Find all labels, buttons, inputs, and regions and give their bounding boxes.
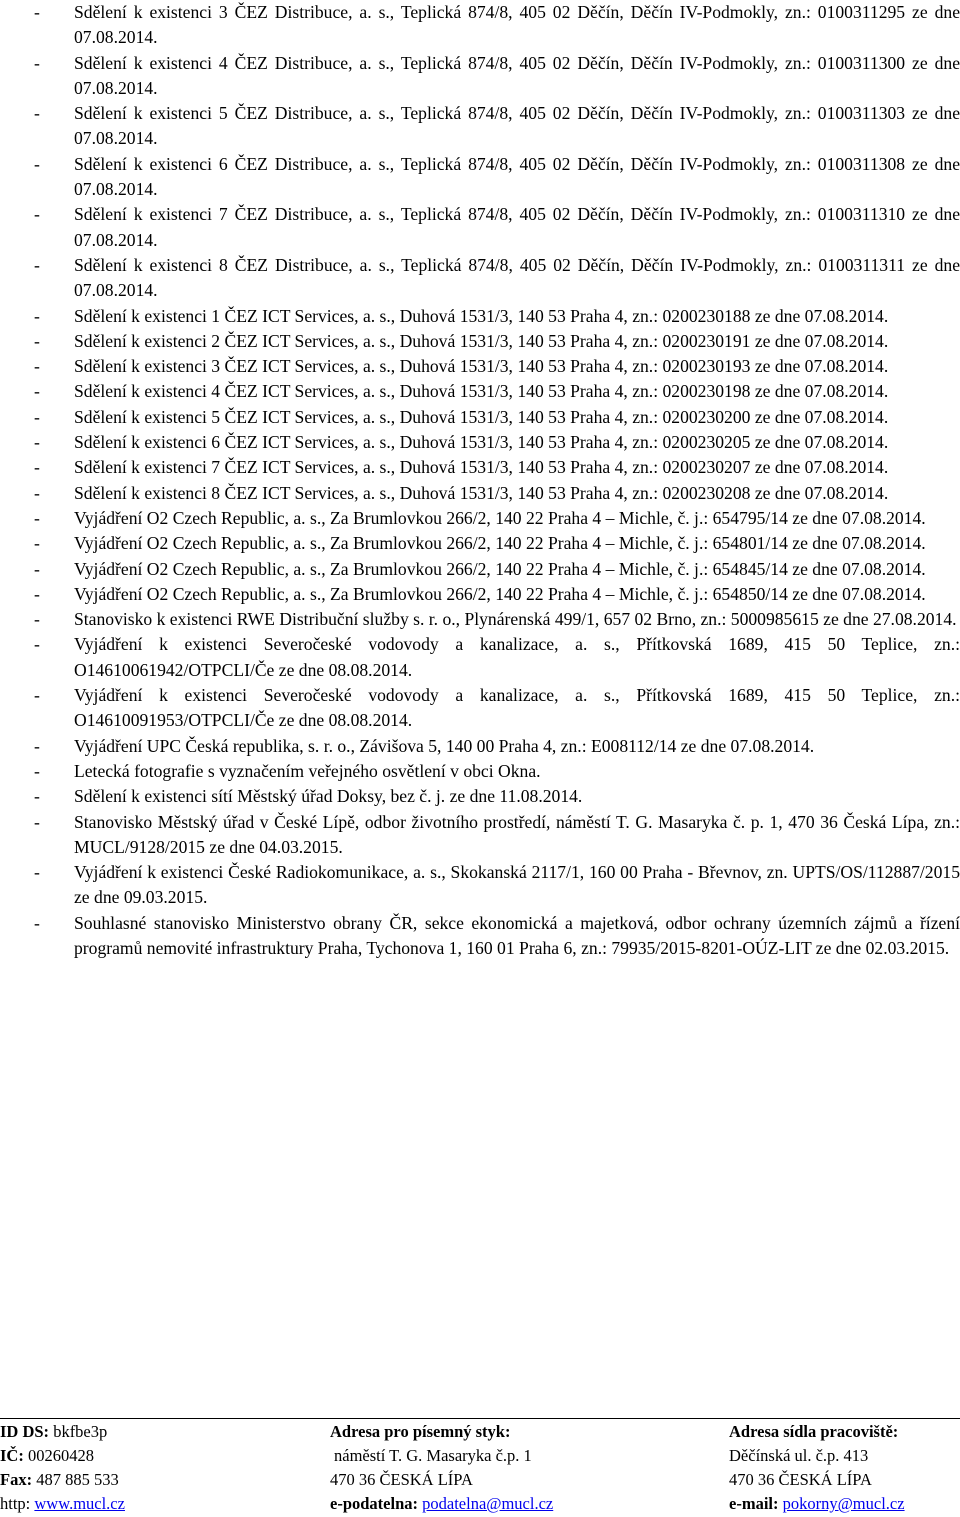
list-item-text: Vyjádření O2 Czech Republic, a. s., Za Brumlovkou 266/2, 140 22 Praha 4 – Michle, č. j.: 654850/14 ze dne 07.08.2014. bbox=[74, 583, 926, 604]
list-item bbox=[34, 607, 960, 632]
bullet-dash: - bbox=[34, 634, 40, 655]
list-item-text: Sdělení k existenci 6 ČEZ Distribuce, a. s., Teplická 874/8, 405 02 Děčín, Děčín IV-Podmokly, zn.: 0100311308 ze dne 07.08.2014. bbox=[74, 153, 960, 200]
email-link[interactable]: pokorny@mucl.cz bbox=[782, 1494, 905, 1513]
list-item bbox=[34, 455, 960, 480]
ic-label: IČ: bbox=[0, 1446, 24, 1465]
list-item bbox=[34, 481, 960, 506]
postal-line-2: 470 36 ČESKÁ LÍPA bbox=[330, 1470, 473, 1489]
list-item-text: Stanovisko Městský úřad v České Lípě, odbor životního prostředí, náměstí T. G. Masaryka č. p. 1, 470 36 Česká Lípa, zn.: MUCL/9128/2015 ze dne 04.03.2015. bbox=[74, 811, 960, 857]
list-item-text: Sdělení k existenci 5 ČEZ ICT Services, a. s., Duhová 1531/3, 140 53 Praha 4, zn.: 0200230200 ze dne 07.08.2014. bbox=[74, 406, 889, 427]
list-item-text: Sdělení k existenci 3 ČEZ ICT Services, a. s., Duhová 1531/3, 140 53 Praha 4, zn.: 0200230193 ze dne 07.08.2014. bbox=[74, 356, 889, 377]
ids-label: ID DS: bbox=[0, 1422, 50, 1441]
footer-identifiers bbox=[0, 1420, 125, 1516]
list-item-text: Souhlasné stanovisko Ministerstvo obrany ČR, sekce ekonomická a majetková, odbor ochrany územních zájmů a řízení programů nemovité infrastruktury Praha, Tychonova 1, 160 01 Praha 6, zn.: 79935/2015-8201-OÚZ-LIT ze dne 02.03.2015. bbox=[74, 912, 960, 958]
ids-value: bkfbe3p bbox=[53, 1422, 108, 1441]
bullet-dash: - bbox=[34, 330, 40, 351]
list-item bbox=[34, 911, 960, 962]
bullet-dash: - bbox=[34, 786, 40, 807]
epodatelna-link[interactable]: podatelna@mucl.cz bbox=[422, 1494, 554, 1513]
postal-heading: Adresa pro písemný styk: bbox=[330, 1422, 511, 1441]
list-item-text: Vyjádření k existenci Severočeské vodovody a kanalizace, a. s., Přítkovská 1689, 415 50 Teplice, zn.: O14610091953/OTPCLI/Če ze dne 08.08.2014. bbox=[74, 685, 960, 731]
list-item bbox=[34, 784, 960, 809]
list-item bbox=[34, 531, 960, 556]
list-item-text: Sdělení k existenci 8 ČEZ Distribuce, a. s., Teplická 874/8, 405 02 Děčín, Děčín IV-Podmokly, zn.: 0100311311 ze dne 07.08.2014. bbox=[74, 254, 960, 301]
bullet-dash: - bbox=[34, 153, 40, 174]
list-item bbox=[34, 354, 960, 379]
bullet-dash: - bbox=[34, 507, 40, 528]
list-item bbox=[34, 51, 960, 102]
website-link[interactable]: www.mucl.cz bbox=[34, 1494, 125, 1513]
list-item bbox=[34, 202, 960, 253]
list-item bbox=[34, 582, 960, 607]
list-item-text: Sdělení k existenci 3 ČEZ Distribuce, a. s., Teplická 874/8, 405 02 Děčín, Děčín IV-Podmokly, zn.: 0100311295 ze dne 07.08.2014. bbox=[74, 2, 960, 48]
bullet-dash: - bbox=[34, 381, 40, 402]
bullet-dash: - bbox=[34, 862, 40, 883]
list-item-text: Sdělení k existenci 1 ČEZ ICT Services, a. s., Duhová 1531/3, 140 53 Praha 4, zn.: 0200230188 ze dne 07.08.2014. bbox=[74, 305, 889, 326]
list-item bbox=[34, 632, 960, 683]
list-item bbox=[34, 683, 960, 734]
bullet-dash: - bbox=[34, 760, 40, 781]
bullet-dash: - bbox=[34, 811, 40, 832]
list-item bbox=[34, 506, 960, 531]
list-item-text: Stanovisko k existenci RWE Distribuční služby s. r. o., Plynárenská 499/1, 657 02 Brno, zn.: 5000985615 ze dne 27.08.2014. bbox=[74, 609, 957, 630]
office-heading: Adresa sídla pracoviště: bbox=[729, 1422, 899, 1441]
list-item bbox=[34, 810, 960, 861]
office-line-2: 470 36 ČESKÁ LÍPA bbox=[729, 1470, 872, 1489]
list-item-text: Sdělení k existenci 7 ČEZ Distribuce, a. s., Teplická 874/8, 405 02 Děčín, Děčín IV-Podmokly, zn.: 0100311310 ze dne 07.08.2014. bbox=[74, 204, 960, 250]
bullet-dash: - bbox=[34, 735, 40, 756]
list-item-text: Vyjádření k existenci České Radiokomunikace, a. s., Skokanská 2117/1, 160 00 Praha - Břevnov, zn. UPTS/OS/112887/2015 ze dne 09.03.2015. bbox=[74, 862, 960, 908]
fax-value: 487 885 533 bbox=[36, 1470, 119, 1489]
list-item bbox=[34, 0, 960, 51]
bullet-dash: - bbox=[34, 912, 40, 933]
bullet-dash: - bbox=[34, 457, 40, 478]
list-item-text: Sdělení k existenci 2 ČEZ ICT Services, a. s., Duhová 1531/3, 140 53 Praha 4, zn.: 0200230191 ze dne 07.08.2014. bbox=[74, 330, 889, 351]
list-item-text: Sdělení k existenci sítí Městský úřad Doksy, bez č. j. ze dne 11.08.2014. bbox=[74, 786, 583, 807]
bullet-dash: - bbox=[34, 558, 40, 579]
page-footer bbox=[0, 1418, 960, 1517]
bullet-dash: - bbox=[34, 356, 40, 377]
ic-value: 00260428 bbox=[27, 1446, 94, 1465]
footer-postal-address bbox=[330, 1420, 553, 1516]
list-item-text: Sdělení k existenci 4 ČEZ ICT Services, a. s., Duhová 1531/3, 140 53 Praha 4, zn.: 0200230198 ze dne 07.08.2014. bbox=[74, 381, 889, 402]
list-item bbox=[34, 557, 960, 582]
list-item-text: Sdělení k existenci 8 ČEZ ICT Services, a. s., Duhová 1531/3, 140 53 Praha 4, zn.: 0200230208 ze dne 07.08.2014. bbox=[74, 482, 889, 503]
list-item-text: Sdělení k existenci 7 ČEZ ICT Services, a. s., Duhová 1531/3, 140 53 Praha 4, zn.: 0200230207 ze dne 07.08.2014. bbox=[74, 457, 889, 478]
http-label: http: bbox=[0, 1494, 31, 1513]
list-item bbox=[34, 430, 960, 455]
list-item-text: Vyjádření UPC Česká republika, s. r. o., Závišova 5, 140 00 Praha 4, zn.: E008112/14 ze dne 07.08.2014. bbox=[74, 735, 815, 756]
bullet-dash: - bbox=[34, 103, 40, 124]
list-item bbox=[34, 253, 960, 304]
document-list bbox=[34, 0, 960, 961]
fax-label: Fax: bbox=[0, 1470, 33, 1489]
postal-line-1: náměstí T. G. Masaryka č.p. 1 bbox=[334, 1446, 532, 1465]
bullet-dash: - bbox=[34, 432, 40, 453]
list-item bbox=[34, 329, 960, 354]
list-item bbox=[34, 405, 960, 430]
list-item bbox=[34, 734, 960, 759]
list-item-text: Vyjádření k existenci Severočeské vodovody a kanalizace, a. s., Přítkovská 1689, 415 50 Teplice, zn.: O14610061942/OTPCLI/Če ze dne 08.08.2014. bbox=[74, 634, 960, 680]
office-line-1: Děčínská ul. č.p. 413 bbox=[729, 1446, 869, 1465]
bullet-dash: - bbox=[34, 609, 40, 630]
bullet-dash: - bbox=[34, 406, 40, 427]
epodatelna-label: e-podatelna: bbox=[330, 1494, 418, 1513]
bullet-dash: - bbox=[34, 583, 40, 604]
bullet-dash: - bbox=[34, 52, 40, 73]
list-item bbox=[34, 860, 960, 911]
list-item bbox=[34, 759, 960, 784]
bullet-dash: - bbox=[34, 305, 40, 326]
list-item-text: Vyjádření O2 Czech Republic, a. s., Za Brumlovkou 266/2, 140 22 Praha 4 – Michle, č. j.: 654845/14 ze dne 07.08.2014. bbox=[74, 558, 926, 579]
bullet-dash: - bbox=[34, 685, 40, 706]
list-item bbox=[34, 304, 960, 329]
bullet-dash: - bbox=[34, 2, 40, 22]
list-item bbox=[34, 379, 960, 404]
footer-office-address bbox=[729, 1420, 905, 1516]
list-item-text: Sdělení k existenci 4 ČEZ Distribuce, a. s., Teplická 874/8, 405 02 Děčín, Děčín IV-Podmokly, zn.: 0100311300 ze dne 07.08.2014. bbox=[74, 52, 960, 98]
list-item bbox=[34, 152, 960, 203]
bullet-dash: - bbox=[34, 254, 40, 275]
bullet-dash: - bbox=[34, 204, 40, 225]
email-label: e-mail: bbox=[729, 1494, 779, 1513]
list-item-text: Sdělení k existenci 6 ČEZ ICT Services, a. s., Duhová 1531/3, 140 53 Praha 4, zn.: 0200230205 ze dne 07.08.2014. bbox=[74, 432, 889, 453]
list-item-text: Sdělení k existenci 5 ČEZ Distribuce, a. s., Teplická 874/8, 405 02 Děčín, Děčín IV-Podmokly, zn.: 0100311303 ze dne 07.08.2014. bbox=[74, 103, 960, 149]
list-item-text: Vyjádření O2 Czech Republic, a. s., Za Brumlovkou 266/2, 140 22 Praha 4 – Michle, č. j.: 654795/14 ze dne 07.08.2014. bbox=[74, 507, 926, 528]
bullet-dash: - bbox=[34, 533, 40, 554]
list-item bbox=[34, 101, 960, 152]
list-item-text: Letecká fotografie s vyznačením veřejného osvětlení v obci Okna. bbox=[74, 760, 541, 781]
bullet-dash: - bbox=[34, 482, 40, 503]
list-item-text: Vyjádření O2 Czech Republic, a. s., Za Brumlovkou 266/2, 140 22 Praha 4 – Michle, č. j.: 654801/14 ze dne 07.08.2014. bbox=[74, 533, 926, 554]
